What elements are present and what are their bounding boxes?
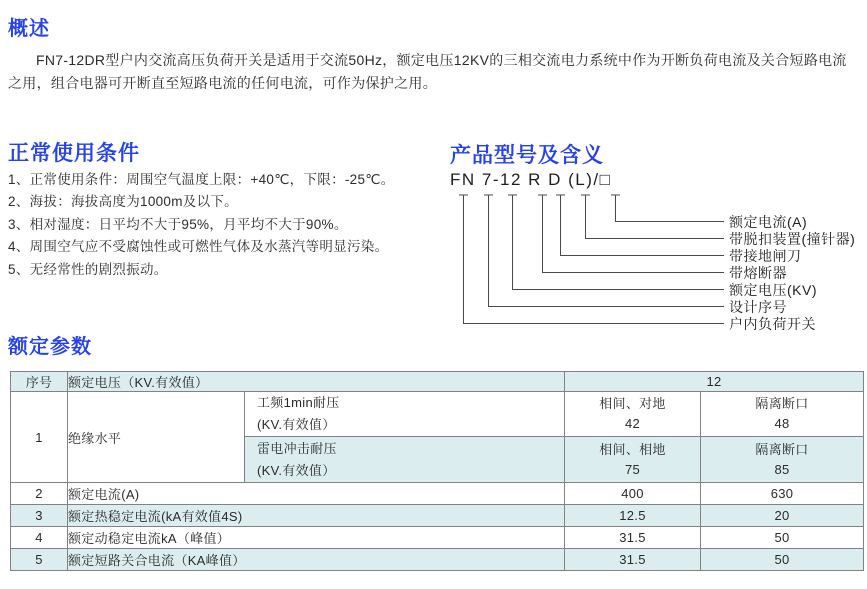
conditions-section-title: 正常使用条件 [8,142,140,165]
condition-item: 3、相对湿度：日平均不大于95%，月平均不大于90%。 [8,216,348,232]
param-line: 工频1min耐压 [257,395,340,410]
header-no: 序号 [11,372,68,392]
model-label-earthing-knife: 带接地闸刀 [729,248,802,264]
row-value-1: 400 [565,483,701,505]
row-value-2: 630 [701,483,864,505]
value-line: 75 [624,461,641,477]
model-section-title: 产品型号及含义 [450,144,604,167]
model-label-indoor-switch: 户内负荷开关 [729,316,816,332]
row1-no: 1 [11,392,68,483]
row1-sub2-param [245,437,565,483]
row-no: 3 [11,505,68,527]
diagram-line-indoor-switch [459,195,724,324]
model-label-fuse: 带熔断器 [729,265,787,281]
row-no: 4 [11,527,68,549]
diagram-line-earthing-knife [556,195,724,256]
table-row [11,505,864,527]
row-value-1: 12.5 [565,505,701,527]
condition-item: 1、正常使用条件：周围空气温度上限：+40℃，下限：-25℃。 [8,172,395,187]
row1-sub1-value1 [565,392,701,437]
row-value-2: 50 [701,527,864,549]
row-label: 额定热稳定电流(kA有效值4S) [68,505,565,527]
table-row [11,483,864,505]
diagram-line-fuse [538,195,724,273]
param-line: 雷电冲击耐压 [257,440,337,456]
value-line: 隔离断口 [755,441,809,457]
value-line: 隔离断口 [755,396,809,411]
header-voltage-value: 12 [565,372,864,392]
condition-item: 2、海拔：海拔高度为1000m及以下。 [8,194,238,210]
value-line: 相间、相地 [599,441,666,457]
model-label-rated-voltage: 额定电压(KV) [729,282,817,298]
diagram-line-trip-device [581,195,724,239]
table-header-row [11,372,864,392]
value-line: 相间、对地 [599,396,666,411]
model-code: FN 7-12 R D (L)/□ [450,170,612,189]
row-value-2: 50 [701,549,864,571]
row1-sub1-value2 [701,392,864,437]
condition-item: 4、周围空气应不受腐蚀性或可燃性气体及水蒸汽等明显污染。 [8,239,389,255]
row1-sub2-value2 [701,437,864,483]
param-line: (KV.有效值） [257,462,336,478]
row-value-1: 31.5 [565,527,701,549]
row1-sub1-param [245,392,565,437]
model-label-trip-device: 带脱扣装置(撞针器) [729,231,856,247]
row-no: 5 [11,549,68,571]
value-line: 85 [774,461,790,477]
model-label-rated-current: 额定电流(A) [729,214,808,230]
condition-item: 5、无经常性的剧烈振动。 [8,261,168,277]
table-row [11,549,864,571]
row-no: 2 [11,483,68,505]
row1-sub2-value1 [565,437,701,483]
diagram-line-rated-current [611,195,724,222]
parameters-section-title: 额定参数 [8,336,92,358]
row-value-2: 20 [701,505,864,527]
param-line: (KV.有效值） [257,417,336,432]
header-rated-voltage: 额定电压（KV.有效值） [68,372,565,392]
row-label: 额定动稳定电流kA（峰值） [68,527,565,549]
table-row [11,527,864,549]
model-label-design-serial: 设计序号 [729,299,787,315]
overview-section-title: 概述 [8,18,50,40]
row-label: 额定电流(A) [68,483,565,505]
value-line: 42 [624,416,641,431]
table-row [11,392,864,437]
row-label: 额定短路关合电流（KA峰值） [68,549,565,571]
row-value-1: 31.5 [565,549,701,571]
rated-parameters-table [10,371,863,571]
conditions-list [8,169,395,281]
value-line: 48 [774,416,790,431]
row1-name: 绝缘水平 [68,392,245,483]
overview-paragraph: FN7-12DR型户内交流高压负荷开关是适用于交流50Hz，额定电压12KV的三相交流电力系统中作为开断负荷电流及关合短路电流之用，组合电器可开断直至短路电流的任何电流，可作为保护之用。 [8,52,847,91]
